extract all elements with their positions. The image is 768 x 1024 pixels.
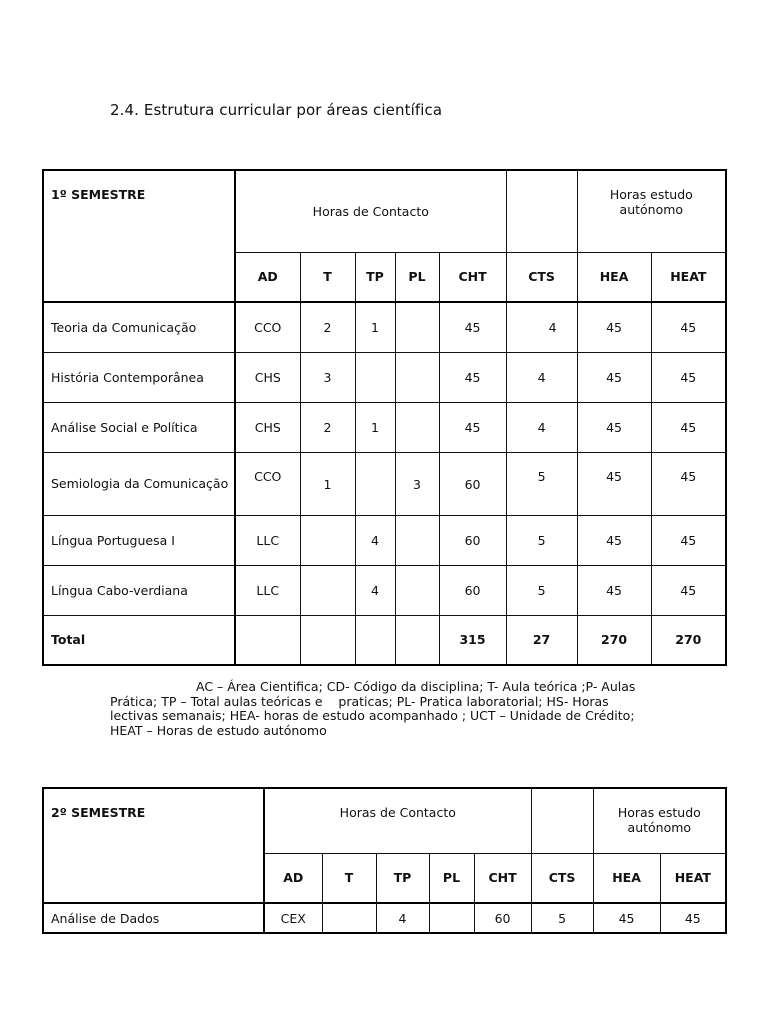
total-heat: 270 [651,615,726,665]
cell-hea: 45 [577,515,651,565]
cell-cht: 45 [439,402,506,452]
cell-t: 3 [300,352,355,402]
cell-heat: 45 [651,352,726,402]
contact-hours-header: Horas de Contacto [235,170,506,252]
empty-header-cell [506,170,577,252]
course-name: Semiologia da Comunicação [43,452,235,515]
cell-t: 2 [300,402,355,452]
autonomous-hours-header: Horas estudo autónomo [577,170,726,252]
col-header-pl: PL [395,252,439,302]
col-header-cts: CTS [531,853,593,903]
cell-hea: 45 [593,903,660,933]
course-name: Teoria da Comunicação [43,302,235,352]
cell-tp: 1 [355,402,395,452]
contact-hours-header: Horas de Contacto [264,788,531,853]
course-name: Análise de Dados [43,903,264,933]
cell-pl [395,615,439,665]
cell-hea: 45 [577,402,651,452]
cell-cts: 5 [506,515,577,565]
cell-ad: LLC [235,565,300,615]
section-heading: 2.4. Estrutura curricular por áreas científica [110,101,443,119]
cell-ad: CEX [264,903,322,933]
col-header-cht: CHT [439,252,506,302]
cell-heat: 45 [660,903,726,933]
cell-pl [395,302,439,352]
col-header-tp: TP [355,252,395,302]
course-name: Língua Cabo-verdiana [43,565,235,615]
total-hea: 270 [577,615,651,665]
cell-cts: 5 [506,565,577,615]
cell-heat: 45 [651,402,726,452]
table-row [43,515,726,565]
total-cts: 27 [506,615,577,665]
cell-ad: CHS [235,352,300,402]
cell-tp: 4 [355,515,395,565]
abbreviation-legend [110,680,670,738]
col-header-hea: HEA [593,853,660,903]
cell-cht: 45 [439,302,506,352]
cell-hea: 45 [577,302,651,352]
cell-hea: 45 [577,452,651,515]
first-semester-table [42,169,727,666]
cell-hea: 45 [577,565,651,615]
cell-tp: 1 [355,302,395,352]
cell-ad: LLC [235,515,300,565]
col-header-t: T [322,853,376,903]
col-header-cht: CHT [474,853,531,903]
cell-heat: 45 [651,515,726,565]
cell-tp [355,452,395,515]
cell-tp [355,615,395,665]
cell-pl [395,515,439,565]
cell-pl [395,565,439,615]
cell-t [300,615,355,665]
semester-label: 2º SEMESTRE [43,788,264,903]
cell-cts: 5 [506,452,577,515]
cell-t [322,903,376,933]
legend-line: Prática; TP – Total aulas teóricas e praticas; PL- Pratica laboratorial; HS- Horas [110,693,609,709]
second-semester-table [42,787,727,934]
cell-cts: 4 [506,302,577,352]
semester-label: 1º SEMESTRE [43,170,235,302]
cell-t [300,565,355,615]
col-header-heat: HEAT [651,252,726,302]
total-cht: 315 [439,615,506,665]
table-row [43,352,726,402]
col-header-hea: HEA [577,252,651,302]
course-name: Análise Social e Política [43,402,235,452]
table-row [43,402,726,452]
course-name: História Contemporânea [43,352,235,402]
table-row [43,565,726,615]
cell-cht: 60 [474,903,531,933]
cell-tp: 4 [376,903,429,933]
table-row [43,452,726,515]
col-header-cts: CTS [506,252,577,302]
cell-t [300,515,355,565]
table-row [43,302,726,352]
col-header-tp: TP [376,853,429,903]
cell-ad: CCO [235,452,300,515]
table-row [43,903,726,933]
cell-cts: 5 [531,903,593,933]
course-name: Língua Portuguesa I [43,515,235,565]
legend-line: HEAT – Horas de estudo autónomo [110,722,327,738]
cell-cht: 60 [439,565,506,615]
cell-ad [235,615,300,665]
total-row [43,615,726,665]
cell-heat: 45 [651,302,726,352]
cell-tp [355,352,395,402]
cell-pl: 3 [395,452,439,515]
cell-cht: 60 [439,452,506,515]
col-header-t: T [300,252,355,302]
cell-cts: 4 [506,352,577,402]
legend-line: lectivas semanais; HEA- horas de estudo acompanhado ; UCT – Unidade de Crédito; [110,708,635,723]
col-header-heat: HEAT [660,853,726,903]
cell-ad: CCO [235,302,300,352]
cell-pl [395,352,439,402]
cell-cts: 4 [506,402,577,452]
cell-heat: 45 [651,452,726,515]
cell-t: 2 [300,302,355,352]
col-header-ad: AD [264,853,322,903]
legend-line: AC – Área Cientifica; CD- Código da disciplina; T- Aula teórica ;P- Aulas [196,679,636,694]
cell-tp: 4 [355,565,395,615]
empty-header-cell [531,788,593,853]
total-label: Total [43,615,235,665]
col-header-pl: PL [429,853,474,903]
col-header-ad: AD [235,252,300,302]
cell-pl [395,402,439,452]
cell-cht: 60 [439,515,506,565]
cell-hea: 45 [577,352,651,402]
autonomous-hours-header: Horas estudo autónomo [593,788,726,853]
cell-heat: 45 [651,565,726,615]
cell-ad: CHS [235,402,300,452]
cell-pl [429,903,474,933]
cell-cht: 45 [439,352,506,402]
cell-t: 1 [300,452,355,515]
